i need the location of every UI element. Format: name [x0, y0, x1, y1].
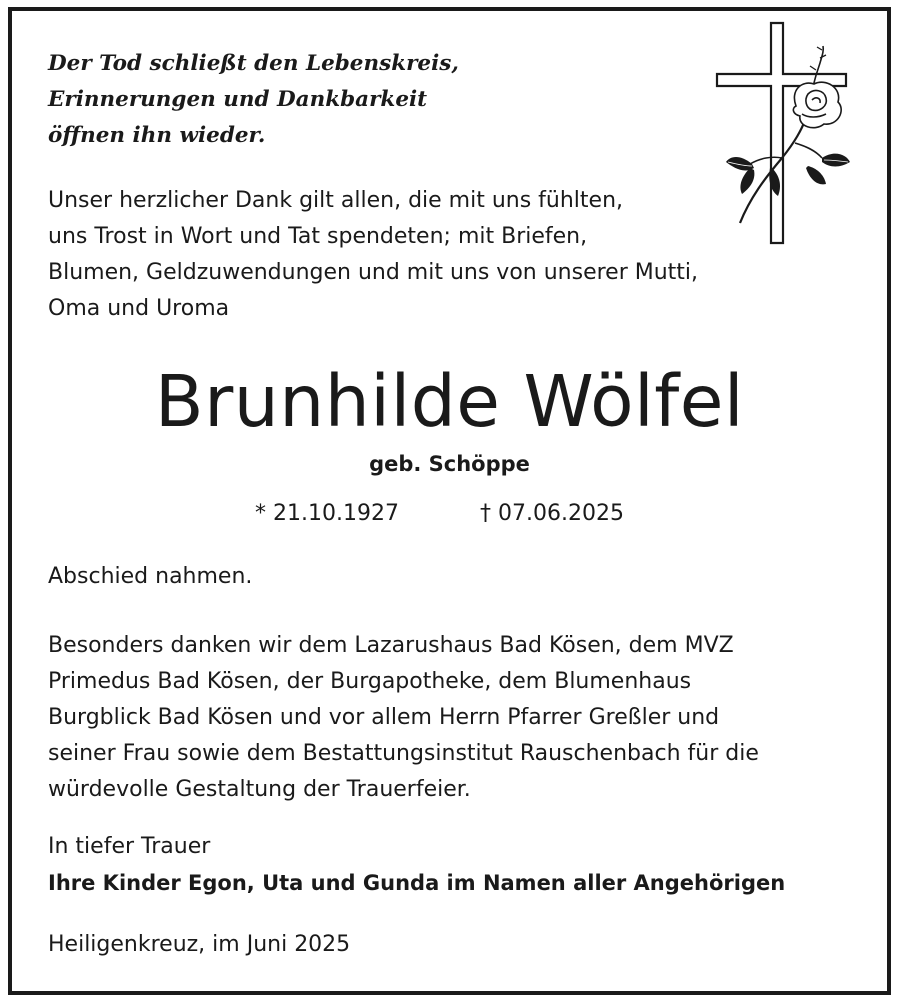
intro-text	[48, 183, 748, 327]
special-thanks-line: Primedus Bad Kösen, der Burgapotheke, dem Blumenhaus	[48, 669, 692, 694]
farewell-text: Abschied nahmen.	[48, 564, 253, 589]
special-thanks-line: Burgblick Bad Kösen und vor allem Herrn Pfarrer Greßler und	[48, 705, 720, 730]
deceased-name: Brunhilde Wölfel	[154, 360, 745, 443]
motto-line: Der Tod schließt den Lebenskreis,	[48, 51, 459, 76]
motto-line: öffnen ihn wieder.	[48, 123, 266, 148]
motto	[48, 46, 648, 154]
motto-line: Erinnerungen und Dankbarkeit	[48, 87, 428, 112]
maiden-name: geb. Schöppe	[369, 452, 530, 476]
grief-line: In tiefer Trauer	[48, 834, 211, 859]
birth-date: * 21.10.1927	[255, 501, 399, 526]
special-thanks-line: würdevolle Gestaltung der Trauerfeier.	[48, 777, 471, 802]
death-date: † 07.06.2025	[480, 501, 624, 526]
special-thanks-line: seiner Frau sowie dem Bestattungsinstitut Rauschenbach für die	[48, 741, 759, 766]
intro-line: Unser herzlicher Dank gilt allen, die mit uns fühlten,	[48, 188, 624, 213]
intro-line: Oma und Uroma	[48, 296, 230, 321]
special-thanks-text	[48, 628, 868, 808]
place-date: Heiligenkreuz, im Juni 2025	[48, 932, 351, 957]
family-signature: Ihre Kinder Egon, Uta und Gunda im Namen aller Angehörigen	[48, 871, 786, 895]
intro-line: Blumen, Geldzuwendungen und mit uns von unserer Mutti,	[48, 260, 699, 285]
intro-line: uns Trost in Wort und Tat spendeten; mit Briefen,	[48, 224, 588, 249]
special-thanks-line: Besonders danken wir dem Lazarushaus Bad Kösen, dem MVZ	[48, 633, 734, 658]
